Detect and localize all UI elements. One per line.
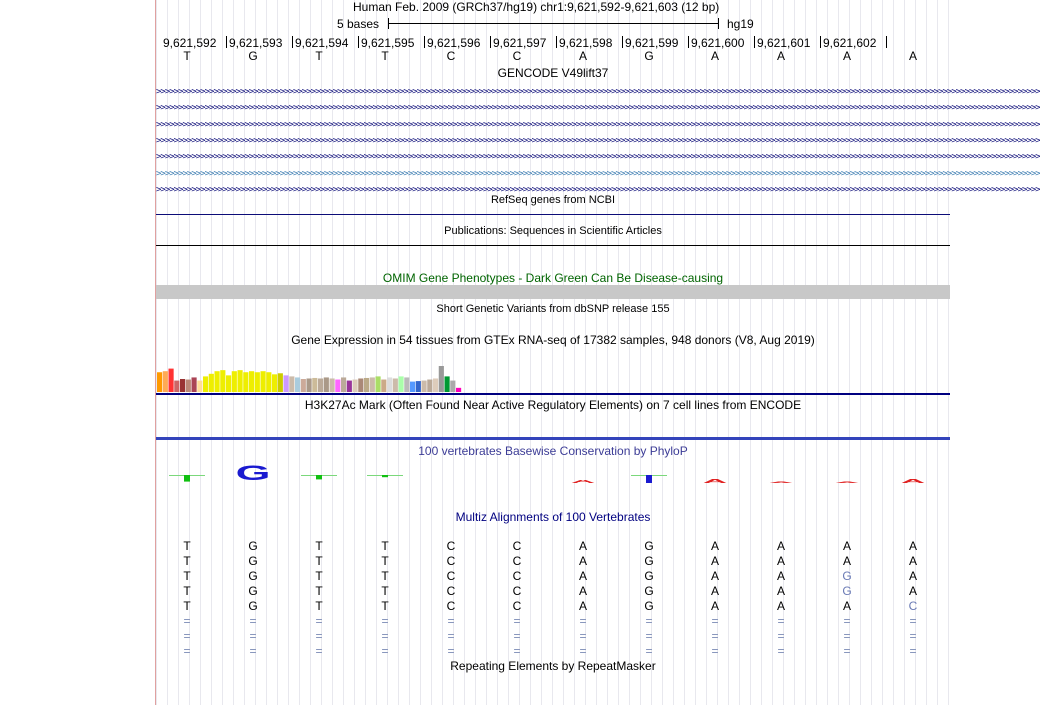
assembly-text: hg19: [727, 17, 754, 31]
gtex-tissue-bar[interactable]: [243, 372, 248, 392]
alignment-base: =: [777, 614, 785, 628]
alignment-base: =: [447, 614, 455, 628]
gtex-tissue-bar[interactable]: [180, 379, 185, 392]
alignment-base: A: [776, 569, 785, 583]
alignment-base: T: [381, 599, 389, 613]
alignment-base: =: [183, 614, 191, 628]
gtex-tissue-bar[interactable]: [450, 381, 455, 392]
alignment-base: G: [842, 569, 852, 583]
multiz-track-title: Multiz Alignments of 100 Vertebrates: [455, 510, 651, 524]
alignment-base: T: [315, 599, 323, 613]
gtex-tissue-bar[interactable]: [261, 371, 266, 392]
alignment-base: T: [183, 599, 191, 613]
gtex-tissue-bar[interactable]: [307, 378, 312, 392]
alignment-base: =: [843, 644, 851, 658]
phylop-track-title: 100 vertebrates Basewise Conservation by PhyloP: [418, 444, 688, 458]
gtex-tissue-bar[interactable]: [220, 370, 225, 392]
gtex-tissue-bar[interactable]: [364, 378, 369, 392]
alignment-base: T: [381, 584, 389, 598]
alignment-base: C: [512, 599, 522, 613]
publications-track-title: Publications: Sequences in Scientific Articles: [444, 225, 662, 237]
reference-base: A: [842, 49, 851, 63]
gencode-transcript-line[interactable]: >>>>>>>>>>>>>>>>>>>>>>>>>>>>>>>>>>>>>>>>>>>>>>>>>>>>>>>>>>>>>>>>>>>>>>>>>>>>>>>>>>>>>>>>>>>>>>>>>>>>>>>>>>>>>>>>>>>>>>>>>>>>>>>>>>>>>>>>>>>>>>>>>>>>>>>>>>>>>>>>>>>>>>>>>>>>>>>>>>>>>>>>>>>>>>>>>>>>>>>>: [156, 152, 1040, 163]
phylop-score-mark: [382, 475, 388, 477]
gtex-tissue-bar[interactable]: [295, 377, 300, 392]
alignment-base: A: [710, 584, 719, 598]
gtex-tissue-bar[interactable]: [341, 377, 346, 392]
alignment-base: =: [909, 614, 917, 628]
gtex-tissue-bar[interactable]: [358, 378, 363, 392]
alignment-base: =: [909, 629, 917, 643]
gencode-transcript-line[interactable]: >>>>>>>>>>>>>>>>>>>>>>>>>>>>>>>>>>>>>>>>>>>>>>>>>>>>>>>>>>>>>>>>>>>>>>>>>>>>>>>>>>>>>>>>>>>>>>>>>>>>>>>>>>>>>>>>>>>>>>>>>>>>>>>>>>>>>>>>>>>>>>>>>>>>>>>>>>>>>>>>>>>>>>>>>>>>>>>>>>>>>>>>>>>>>>>>>>>>>>>>: [156, 119, 1040, 130]
alignment-base: =: [777, 629, 785, 643]
alignment-base: C: [908, 599, 918, 613]
reference-base: C: [512, 49, 522, 63]
coordinate-tick: [490, 36, 491, 48]
alignment-base: =: [183, 629, 191, 643]
gtex-tissue-bar[interactable]: [347, 381, 352, 392]
coordinate-tick: [688, 36, 689, 48]
alignment-base: G: [644, 539, 654, 553]
alignment-base: =: [579, 629, 587, 643]
reference-base: G: [644, 49, 654, 63]
coordinate-tick: [292, 36, 293, 48]
gtex-tissue-bar[interactable]: [197, 381, 202, 392]
gtex-tissue-bar[interactable]: [169, 369, 174, 392]
alignment-base: =: [777, 644, 785, 658]
gtex-tissue-bar[interactable]: [249, 371, 254, 392]
alignment-base: A: [578, 554, 587, 568]
gencode-transcript-line[interactable]: >>>>>>>>>>>>>>>>>>>>>>>>>>>>>>>>>>>>>>>>>>>>>>>>>>>>>>>>>>>>>>>>>>>>>>>>>>>>>>>>>>>>>>>>>>>>>>>>>>>>>>>>>>>>>>>>>>>>>>>>>>>>>>>>>>>>>>>>>>>>>>>>>>>>>>>>>>>>>>>>>>>>>>>>>>>>>>>>>>>>>>>>>>>>>>>>>>>>>>>>: [156, 87, 1040, 97]
coordinate-tick: [754, 36, 755, 48]
alignment-base: T: [315, 539, 323, 553]
gtex-tissue-bar[interactable]: [312, 378, 317, 392]
reference-base: A: [710, 49, 719, 63]
gtex-tissue-bar[interactable]: [353, 380, 358, 392]
gencode-transcript-line[interactable]: >>>>>>>>>>>>>>>>>>>>>>>>>>>>>>>>>>>>>>>>>>>>>>>>>>>>>>>>>>>>>>>>>>>>>>>>>>>>>>>>>>>>>>>>>>>>>>>>>>>>>>>>>>>>>>>>>>>>>>>>>>>>>>>>>>>>>>>>>>>>>>>>>>>>>>>>>>>>>>>>>>>>>>>>>>>>>>>>>>>>>>>>>>>>>>>>>>>>>>>>: [156, 103, 1040, 114]
alignment-base: =: [711, 614, 719, 628]
coordinate-label: 9,621,594: [295, 36, 349, 50]
gtex-tissue-bar[interactable]: [393, 378, 398, 392]
alignment-base: A: [842, 554, 851, 568]
alignment-base: A: [578, 584, 587, 598]
alignment-base: T: [381, 554, 389, 568]
alignment-base: A: [908, 584, 917, 598]
alignment-base: C: [446, 569, 456, 583]
coordinate-tick: [226, 36, 227, 48]
gencode-track-title: GENCODE V49lift37: [497, 66, 609, 80]
gtex-tissue-bar[interactable]: [404, 377, 409, 392]
gtex-tissue-bar[interactable]: [278, 373, 283, 392]
omim-gene-bar[interactable]: [156, 285, 950, 299]
alignment-base: C: [512, 554, 522, 568]
alignment-base: =: [315, 644, 323, 658]
alignment-base: =: [183, 644, 191, 658]
gtex-tissue-bar[interactable]: [427, 380, 432, 392]
gtex-tissue-bar[interactable]: [163, 371, 168, 392]
gtex-tissue-bar[interactable]: [301, 379, 306, 392]
coordinate-label: 9,621,593: [229, 36, 283, 50]
alignment-base: C: [512, 539, 522, 553]
coordinate-label: 9,621,601: [757, 36, 811, 50]
alignment-base: G: [248, 569, 258, 583]
reference-base: T: [381, 49, 389, 63]
phylop-score-mark: [316, 475, 322, 479]
alignment-base: =: [843, 614, 851, 628]
gtex-tissue-bar[interactable]: [399, 376, 404, 392]
phylop-base-glyph: A: [768, 481, 794, 484]
repeatmasker-track-title: Repeating Elements by RepeatMasker: [450, 659, 656, 673]
alignment-base: C: [512, 584, 522, 598]
gtex-tissue-bar[interactable]: [238, 370, 243, 392]
gtex-tissue-bar[interactable]: [174, 381, 179, 392]
alignment-base: G: [248, 554, 258, 568]
coordinate-tick: [424, 36, 425, 48]
alignment-base: A: [908, 569, 917, 583]
alignment-base: A: [578, 539, 587, 553]
position-info: Human Feb. 2009 (GRCh37/hg19) chr1:9,621,592-9,621,603 (12 bp): [353, 0, 720, 14]
refseq-track-title: RefSeq genes from NCBI: [490, 194, 616, 206]
alignment-base: T: [381, 569, 389, 583]
alignment-base: A: [578, 569, 587, 583]
alignment-base: A: [710, 539, 719, 553]
gtex-tissue-bar[interactable]: [186, 380, 191, 392]
reference-base: C: [446, 49, 456, 63]
alignment-base: T: [183, 539, 191, 553]
reference-base: T: [183, 49, 191, 63]
gtex-track-title: Gene Expression in 54 tissues from GTEx RNA-seq of 17382 samples, 948 donors (V8, Aug 2019): [291, 333, 815, 347]
coordinate-label: 9,621,599: [625, 36, 679, 50]
alignment-base: =: [381, 629, 389, 643]
alignment-base: C: [512, 569, 522, 583]
alignment-base: =: [513, 614, 521, 628]
alignment-base: =: [579, 644, 587, 658]
gtex-tissue-bar[interactable]: [192, 377, 197, 392]
alignment-base: A: [776, 584, 785, 598]
alignment-base: =: [513, 629, 521, 643]
scale-bar-left-tick: [388, 18, 389, 29]
reference-base: G: [248, 49, 258, 63]
alignment-base: A: [908, 539, 917, 553]
alignment-base: G: [644, 554, 654, 568]
phylop-base-glyph: A: [702, 478, 728, 485]
gtex-tissue-bar[interactable]: [410, 382, 415, 392]
alignment-base: =: [645, 614, 653, 628]
phylop-base-glyph: A: [570, 479, 596, 485]
coordinate-label: 9,621,596: [427, 36, 481, 50]
alignment-base: A: [776, 599, 785, 613]
track-label-pane: [0, 0, 156, 705]
coordinate-tick: [556, 36, 557, 48]
gtex-tissue-bar[interactable]: [370, 377, 375, 392]
alignment-base: =: [315, 629, 323, 643]
phylop-base-glyph: G: [235, 461, 271, 486]
reference-base: A: [578, 49, 587, 63]
alignment-base: C: [446, 554, 456, 568]
phylop-base-glyph: A: [834, 481, 860, 484]
alignment-base: =: [645, 644, 653, 658]
gtex-tissue-bar[interactable]: [335, 380, 340, 392]
alignment-base: A: [710, 599, 719, 613]
coordinate-label: 9,621,592: [163, 36, 217, 50]
gtex-tissue-bar[interactable]: [433, 378, 438, 392]
h3k27ac-signal[interactable]: [156, 437, 950, 440]
alignment-base: A: [776, 539, 785, 553]
coordinate-label: 9,621,595: [361, 36, 415, 50]
scale-bar-right-tick: [718, 18, 719, 29]
phylop-score-mark: [184, 475, 190, 482]
reference-base: A: [776, 49, 785, 63]
alignment-base: C: [446, 539, 456, 553]
alignment-base: T: [183, 554, 191, 568]
alignment-base: =: [381, 614, 389, 628]
alignment-base: A: [842, 539, 851, 553]
alignment-base: A: [578, 599, 587, 613]
alignment-base: =: [711, 644, 719, 658]
gtex-tissue-bar[interactable]: [203, 376, 208, 392]
gencode-transcript-line[interactable]: >>>>>>>>>>>>>>>>>>>>>>>>>>>>>>>>>>>>>>>>>>>>>>>>>>>>>>>>>>>>>>>>>>>>>>>>>>>>>>>>>>>>>>>>>>>>>>>>>>>>>>>>>>>>>>>>>>>>>>>>>>>>>>>>>>>>>>>>>>>>>>>>>>>>>>>>>>>>>>>>>>>>>>>>>>>>>>>>>>>>>>>>>>>>>>>>>>>>>>>>: [156, 168, 1040, 179]
gtex-tissue-bar[interactable]: [226, 375, 231, 392]
alignment-base: G: [644, 584, 654, 598]
refseq-gene-line[interactable]: [156, 214, 950, 215]
alignment-base: T: [315, 554, 323, 568]
gencode-transcript-line[interactable]: >>>>>>>>>>>>>>>>>>>>>>>>>>>>>>>>>>>>>>>>>>>>>>>>>>>>>>>>>>>>>>>>>>>>>>>>>>>>>>>>>>>>>>>>>>>>>>>>>>>>>>>>>>>>>>>>>>>>>>>>>>>>>>>>>>>>>>>>>>>>>>>>>>>>>>>>>>>>>>>>>>>>>>>>>>>>>>>>>>>>>>>>>>>>>>>>>>>>>>>>: [156, 184, 1040, 195]
alignment-base: =: [711, 629, 719, 643]
gtex-tissue-bar[interactable]: [330, 378, 335, 392]
gtex-tissue-bar[interactable]: [284, 375, 289, 392]
scale-bar: [388, 23, 718, 24]
alignment-base: =: [249, 614, 257, 628]
alignment-base: =: [447, 629, 455, 643]
coordinate-tick: [622, 36, 623, 48]
alignment-base: A: [842, 599, 851, 613]
alignment-base: G: [248, 584, 258, 598]
alignment-base: T: [381, 539, 389, 553]
alignment-base: T: [183, 569, 191, 583]
alignment-base: =: [645, 629, 653, 643]
gtex-tissue-bar[interactable]: [255, 372, 260, 392]
reference-base: A: [908, 49, 917, 63]
gtex-tissue-bar[interactable]: [232, 371, 237, 392]
phylop-conservation-plot[interactable]: [156, 455, 950, 505]
phylop-score-mark: [646, 475, 652, 483]
alignment-base: =: [513, 644, 521, 658]
gtex-tissue-bar[interactable]: [266, 372, 271, 392]
gtex-tissue-bar[interactable]: [376, 376, 381, 392]
gtex-tissue-bar[interactable]: [209, 374, 214, 392]
gtex-tissue-bar[interactable]: [289, 376, 294, 392]
alignment-base: =: [447, 644, 455, 658]
coordinate-label: 9,621,600: [691, 36, 745, 50]
alignment-base: T: [315, 584, 323, 598]
reference-base: T: [315, 49, 323, 63]
alignment-base: G: [644, 569, 654, 583]
dbsnp-track-title: Short Genetic Variants from dbSNP release 155: [436, 303, 670, 315]
alignment-base: =: [579, 614, 587, 628]
gtex-tissue-bar[interactable]: [416, 381, 421, 392]
alignment-base: A: [908, 554, 917, 568]
alignment-base: =: [249, 644, 257, 658]
h3k27ac-track-title: H3K27Ac Mark (Often Found Near Active Regulatory Elements) on 7 cell lines from ENCODE: [304, 398, 802, 412]
gtex-tissue-bar[interactable]: [422, 381, 427, 392]
alignment-base: T: [183, 584, 191, 598]
alignment-base: =: [909, 644, 917, 658]
scale-text: 5 bases: [337, 17, 380, 31]
omim-track-title: OMIM Gene Phenotypes - Dark Green Can Be Disease-causing: [382, 271, 724, 285]
gtex-tissue-bar[interactable]: [439, 366, 444, 392]
alignment-base: A: [776, 554, 785, 568]
coordinate-tick: [358, 36, 359, 48]
publications-sequence-line[interactable]: [156, 245, 950, 246]
alignment-base: G: [644, 599, 654, 613]
gencode-transcript-line[interactable]: >>>>>>>>>>>>>>>>>>>>>>>>>>>>>>>>>>>>>>>>>>>>>>>>>>>>>>>>>>>>>>>>>>>>>>>>>>>>>>>>>>>>>>>>>>>>>>>>>>>>>>>>>>>>>>>>>>>>>>>>>>>>>>>>>>>>>>>>>>>>>>>>>>>>>>>>>>>>>>>>>>>>>>>>>>>>>>>>>>>>>>>>>>>>>>>>>>>>>>>>: [156, 135, 1040, 146]
coordinate-label: 9,621,602: [823, 36, 877, 50]
alignment-base: =: [843, 629, 851, 643]
gtex-tissue-bar[interactable]: [318, 378, 323, 392]
gtex-tissue-bar[interactable]: [215, 371, 220, 392]
alignment-base: G: [248, 599, 258, 613]
gtex-baseline: [156, 393, 950, 395]
gtex-tissue-bar[interactable]: [157, 372, 162, 392]
gtex-tissue-bar[interactable]: [445, 376, 450, 392]
alignment-base: =: [315, 614, 323, 628]
alignment-base: T: [315, 569, 323, 583]
alignment-base: A: [710, 569, 719, 583]
alignment-base: A: [710, 554, 719, 568]
alignment-base: G: [842, 584, 852, 598]
coordinate-tick: [886, 36, 887, 48]
alignment-base: =: [249, 629, 257, 643]
alignment-base: G: [248, 539, 258, 553]
gtex-tissue-bar[interactable]: [272, 374, 277, 392]
gtex-tissue-bar[interactable]: [381, 380, 386, 392]
gtex-tissue-bar[interactable]: [324, 377, 329, 392]
gtex-tissue-bar[interactable]: [387, 377, 392, 392]
alignment-base: =: [381, 644, 389, 658]
coordinate-tick: [820, 36, 821, 48]
gtex-tissue-bar[interactable]: [456, 388, 461, 392]
phylop-base-glyph: A: [900, 478, 926, 485]
alignment-base: C: [446, 584, 456, 598]
coordinate-label: 9,621,598: [559, 36, 613, 50]
alignment-base: C: [446, 599, 456, 613]
gtex-bar-chart[interactable]: [156, 340, 950, 396]
coordinate-label: 9,621,597: [493, 36, 547, 50]
